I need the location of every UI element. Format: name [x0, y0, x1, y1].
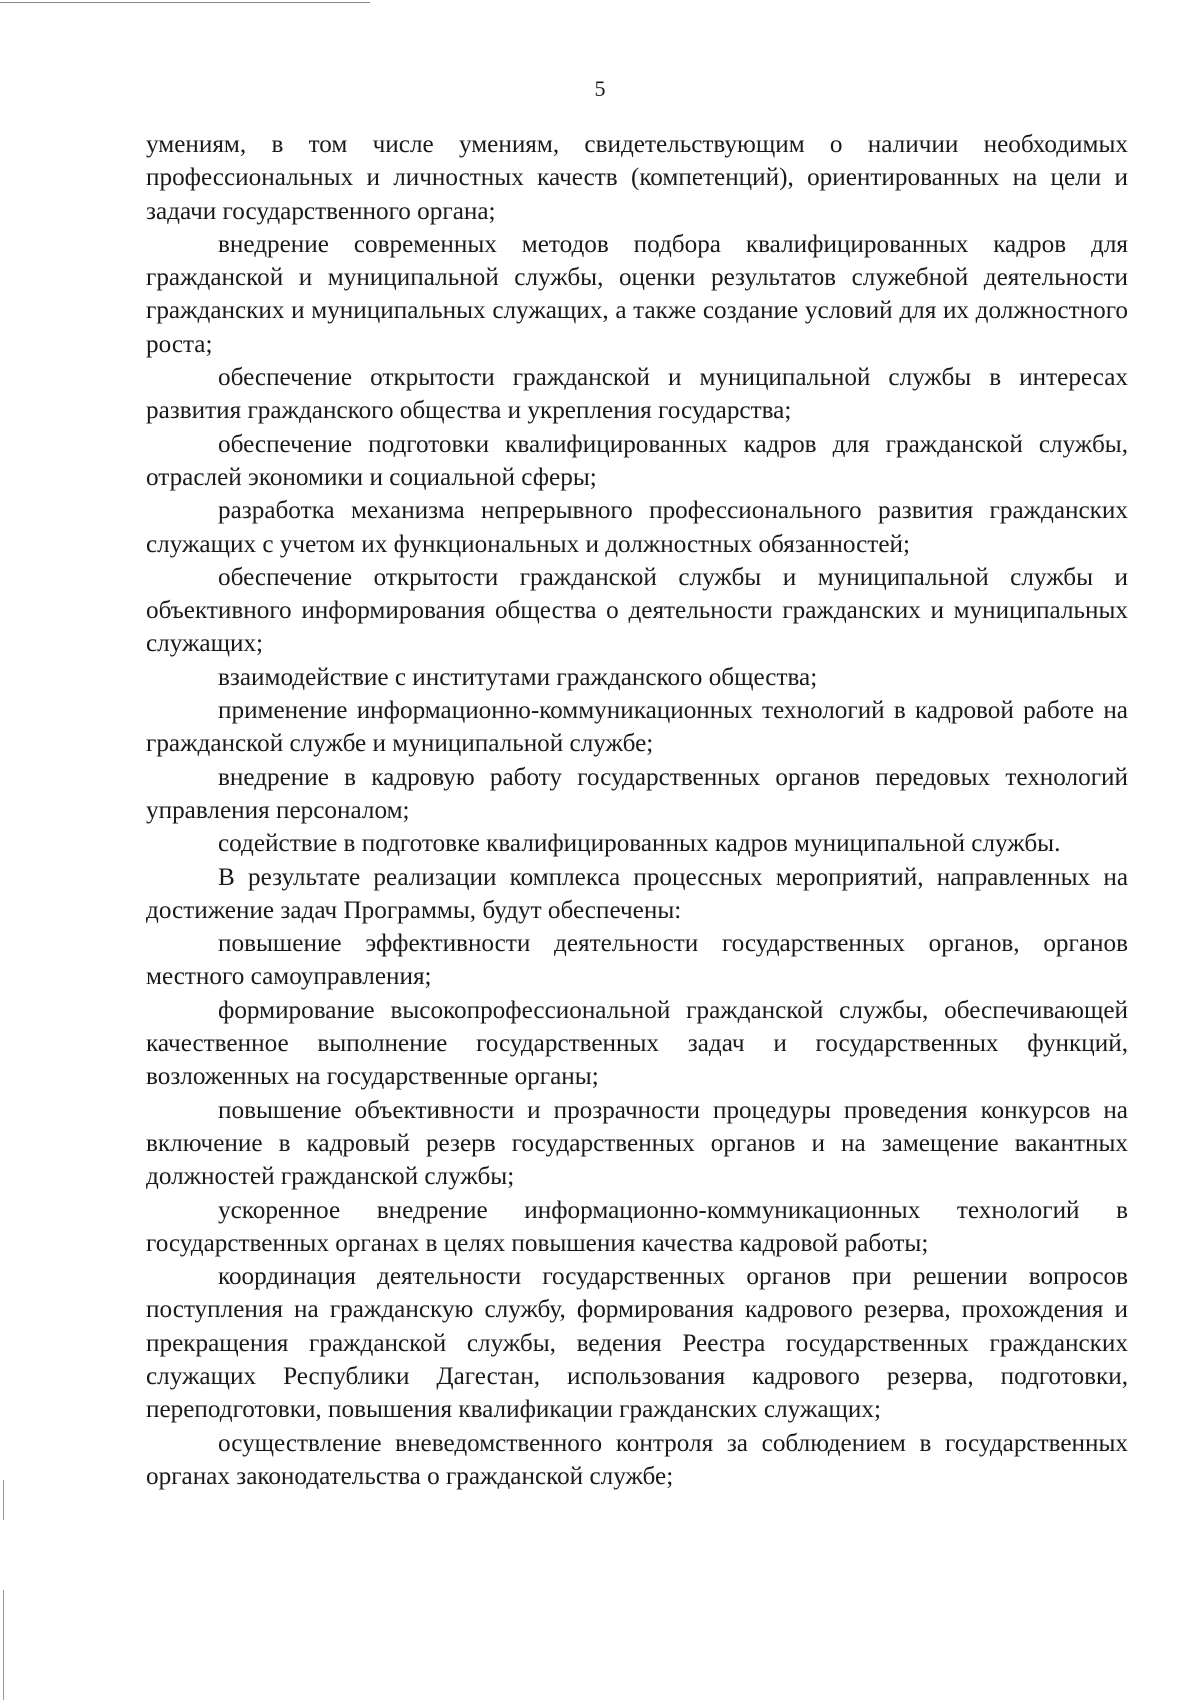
paragraph: обеспечение открытости гражданской службы и муниципальной службы и объективного информирования общества о деятельности гражданских и муниципальных служащих; — [146, 563, 1128, 658]
scan-edge-mark — [3, 1480, 4, 1520]
paragraph: внедрение современных методов подбора квалифицированных кадров для гражданской и муниципальной службы, оценки результатов служебной деятельности гражданских и муниципальных служащих, а также создание условий для их должностного роста; — [146, 230, 1128, 358]
paragraph: ускоренное внедрение информационно-коммуникационных технологий в государственных органах в целях повышения качества кадровой работы; — [146, 1196, 1128, 1257]
paragraph: координация деятельности государственных органов при решении вопросов поступления на гражданскую службу, формирования кадрового резерва, прохождения и прекращения гражданской службы, ведения Реестра государственных гражданских служащих Республики Дагестан, использования кадрового резерва, подготовки, переподготовки, повышения квалификации гражданских служащих; — [146, 1263, 1128, 1424]
paragraph: применение информационно-коммуникационных технологий в кадровой работе на гражданской службе и муниципальной службе; — [146, 697, 1128, 758]
paragraph: В результате реализации комплекса процессных мероприятий, направленных на достижение задач Программы, будут обеспечены: — [146, 863, 1128, 924]
paragraph: формирование высокопрофессиональной гражданской службы, обеспечивающей качественное выполнение государственных задач и государственных функций, возложенных на государственные органы; — [146, 996, 1128, 1091]
paragraph: повышение эффективности деятельности государственных органов, органов местного самоуправления; — [146, 930, 1128, 991]
page-number: 5 — [594, 76, 606, 101]
paragraph: обеспечение подготовки квалифицированных кадров для гражданской службы, отраслей экономики и социальной сферы; — [146, 430, 1128, 491]
paragraph: умениям, в том числе умениям, свидетельствующим о наличии необходимых профессиональных и личностных качеств (компетенций), ориентированных на цели и задачи государственного органа; — [146, 131, 1128, 225]
paragraph: осуществление вневедомственного контроля за соблюдением в государственных органах законодательства о гражданской службе; — [146, 1429, 1128, 1490]
paragraph: обеспечение открытости гражданской и муниципальной службы в интересах развития гражданского общества и укрепления государства; — [146, 364, 1128, 425]
scan-edge-mark — [3, 1590, 4, 1700]
paragraph: разработка механизма непрерывного профессионального развития гражданских служащих с учетом их функциональных и должностных обязанностей; — [146, 497, 1128, 558]
paragraph: внедрение в кадровую работу государственных органов передовых технологий управления персоналом; — [146, 763, 1128, 824]
paragraph: повышение объективности и прозрачности процедуры проведения конкурсов на включение в кадровый резерв государственных органов и на замещение вакантных должностей гражданской службы; — [146, 1096, 1128, 1191]
scan-edge-line — [0, 2, 370, 3]
document-body — [146, 128, 1128, 1493]
paragraph: взаимодействие с институтами гражданского общества; — [218, 663, 818, 691]
paragraph: содействие в подготовке квалифицированных кадров муниципальной службы. — [218, 830, 1061, 858]
